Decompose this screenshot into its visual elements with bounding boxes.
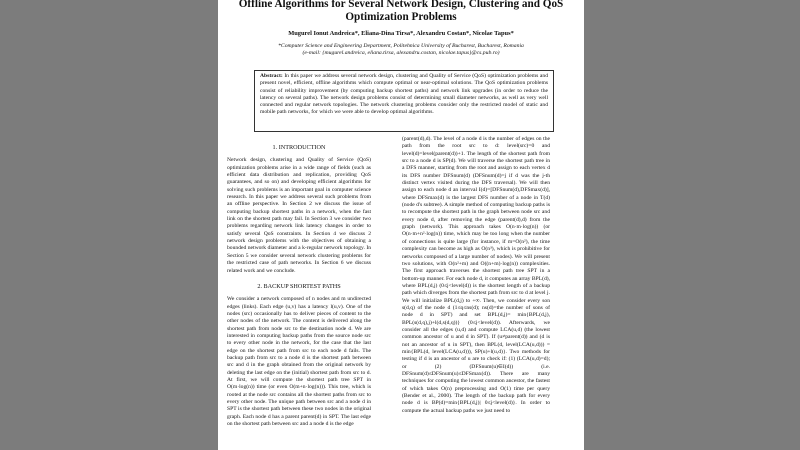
affiliation (218, 43, 584, 58)
author-list: Mugurel Ionut Andreica*, Eliana-Dina Tirsa*, Alexandru Costan*, Nicolae Tapus* (288, 30, 514, 37)
affiliation-line: *Computer Science and Engineering Department, Politehnica University of Bucharest, Bucharest, Romania (278, 43, 524, 49)
section-heading-introduction: 1. INTRODUCTION (272, 144, 326, 151)
email-line: (e-mail: {mugurel.andreica, eliana.tirsa, alexandru.costan, nicolae.tapus}@cs.pub.ro) (302, 50, 500, 57)
abstract-label: Abstract: (260, 73, 283, 79)
right-column-paragraph: (parent(d),d). The level of a node d is the number of edges on the path from the root src to d: level(src)=0 and level(d)=level(parent(d))+1. The length of the shortest path from src to a node d is SP(d). We will traverse the shortest path tree in a DFS manner, starting from the root and assign to each vertex d its DFS number DFSnum(d) (DFSnum(d)=j if d was the j-th distinct vertex visited during the DFS traversal). We will then assign to each node d an interval I(d)=[DFSnum(d),DFSmax(d)], where DFSmax(d) is the largest DFS number of a node in T(d) (node d's subtree). A simple method of computing backup paths is to recompute the shortest path in the graph between node src and every node d, after removing the edge (parent(d),d) from the graph (network). This approach takes O(n·m·log(n)) (or O(n·m+n²·log(n)) time, which may be too long when the number of connections is quite large (for instance, if m=O(n²), the time complexity can become as high as O(n³), which is prohibitive for networks composed of a large number of nodes). We will present two solutions, with O(n²+m) and O((n+m)·log(n)) complexities. The first approach traverses the shortest path tree SPT in a bottom-up manner. For each node d, it computes an array BPL(d), where BPL(d,j) (0≤j<level(d)) is the shortest length of a backup path which diverges from the shortest path from src to d at level j. We will initialize BPL(d,j) to +∞. Then, we consider every son s(d,q) of the node d (1≤q≤ns(d); ns(d)=the number of sons of node d in SPT) and set BPL(d,j)= min{BPL(d,j), BPL(s(d,q),j)+l(d,s(d,q))} (0≤j<level(d)). Afterwards, we consider all the edges (u,d) and compute LCA(u,d) (the lowest common ancestor of u and d in SPT). If (u≠parent(d)) and (d is not an ancestor of u in SPT), then BPL(d, level(LCA(u,d))) = min{BPL(d, level(LCA(u,d))), SP(u)+l(u,d)}. Two methods for testing if d is an ancestor of u are to check if: (1) (LCA(u,d)=d); or (2) (DFSnum(u)∈I(d)) (i.e. DFSnum(d)≤DFSnum(u)≤DFSmax(d)). There are many techniques for computing the lowest common ancestor, the fastest of which takes O(n) preprocessing and O(1) time per query (Bender et al., 2000). The length of the backup path for every node d is BP(d)=min{BPL(d,j)| 0≤j<level(d)}. In order to compute the actual backup paths we just need to (402, 136, 550, 414)
abstract-box (254, 70, 554, 132)
introduction-paragraph: Network design, clustering and Quality of Service (QoS) optimization problems arise in a wide range of fields (such as efficient data distribution and replication, providing QoS guarantees, and so on) and developing efficient algorithms for solving such problems is an important goal in computer science research. In this paper we address several such problems from an offline perspective. In Section 2 we discuss the issue of computing backup shortest paths in a network, when the fast link on the shortest path may fail. In Section 3 we consider two problems regarding network link latency changes in order to satisfy several QoS constraints. In Section 4 we discuss 2 network design problems with the objectives of obtaining a bounded network diameter and a k-regular network topology. In Section 5 we consider several network clustering problems for the restricted case of path networks. In Section 6 we discuss related work and we conclude. (227, 157, 371, 274)
section-heading-backup-shortest-paths: 2. BACKUP SHORTEST PATHS (257, 282, 341, 290)
abstract-text: In this paper we address several network design, clustering and Quality of Service (QoS) optimization problems and present novel, efficient, offline algorithms which compute optimal or near-optimal solutions. The QoS optimization problems consist of reliability improvement (by computing backup shortest paths) and network link upgrades (in order to reduce the latency on several paths). The network design problems consist of determining small diameter networks, as well as very well connected and regular network topologies. The network clustering problems consider only the restricted model of static and mobile path networks, for which we were able to develop optimal algorithms. (260, 73, 548, 116)
paper-title: Offline Algorithms for Several Network Design, Clustering and QoS Optimization Problems (238, 0, 564, 23)
backup-paths-paragraph: We consider a network composed of n nodes and m undirected edges (links). Each edge (u,v) has a latency l(u,v). One of the nodes (src) occasionally has to deliver pieces of content to the other nodes of the network. The content is delivered along the shortest path from node src to the destination node d. We are interested in computing backup paths from the source node src to every other node in the network, for the case that the last edge on the shortest path from src to each node d fails. The backup path from src to a node d is the shortest path between src and d in the graph obtained from the original network by deleting the last edge on the (initial) shortest path from src to d. At first, we will compute the shortest path tree SPT in O(m·log(n)) time (or even O(m+n·log(n))). This tree, which is rooted at the node src contains all the shortest paths from src to every other node. The unique path between src and a node d in SPT is the shortest path between these two nodes in the original graph. Each node d has a parent parent(d) in SPT. The last edge on the shortest path between src and a node d is the edge (227, 296, 371, 428)
paper-page (218, 0, 584, 450)
left-column (227, 144, 371, 450)
right-column (402, 136, 550, 450)
